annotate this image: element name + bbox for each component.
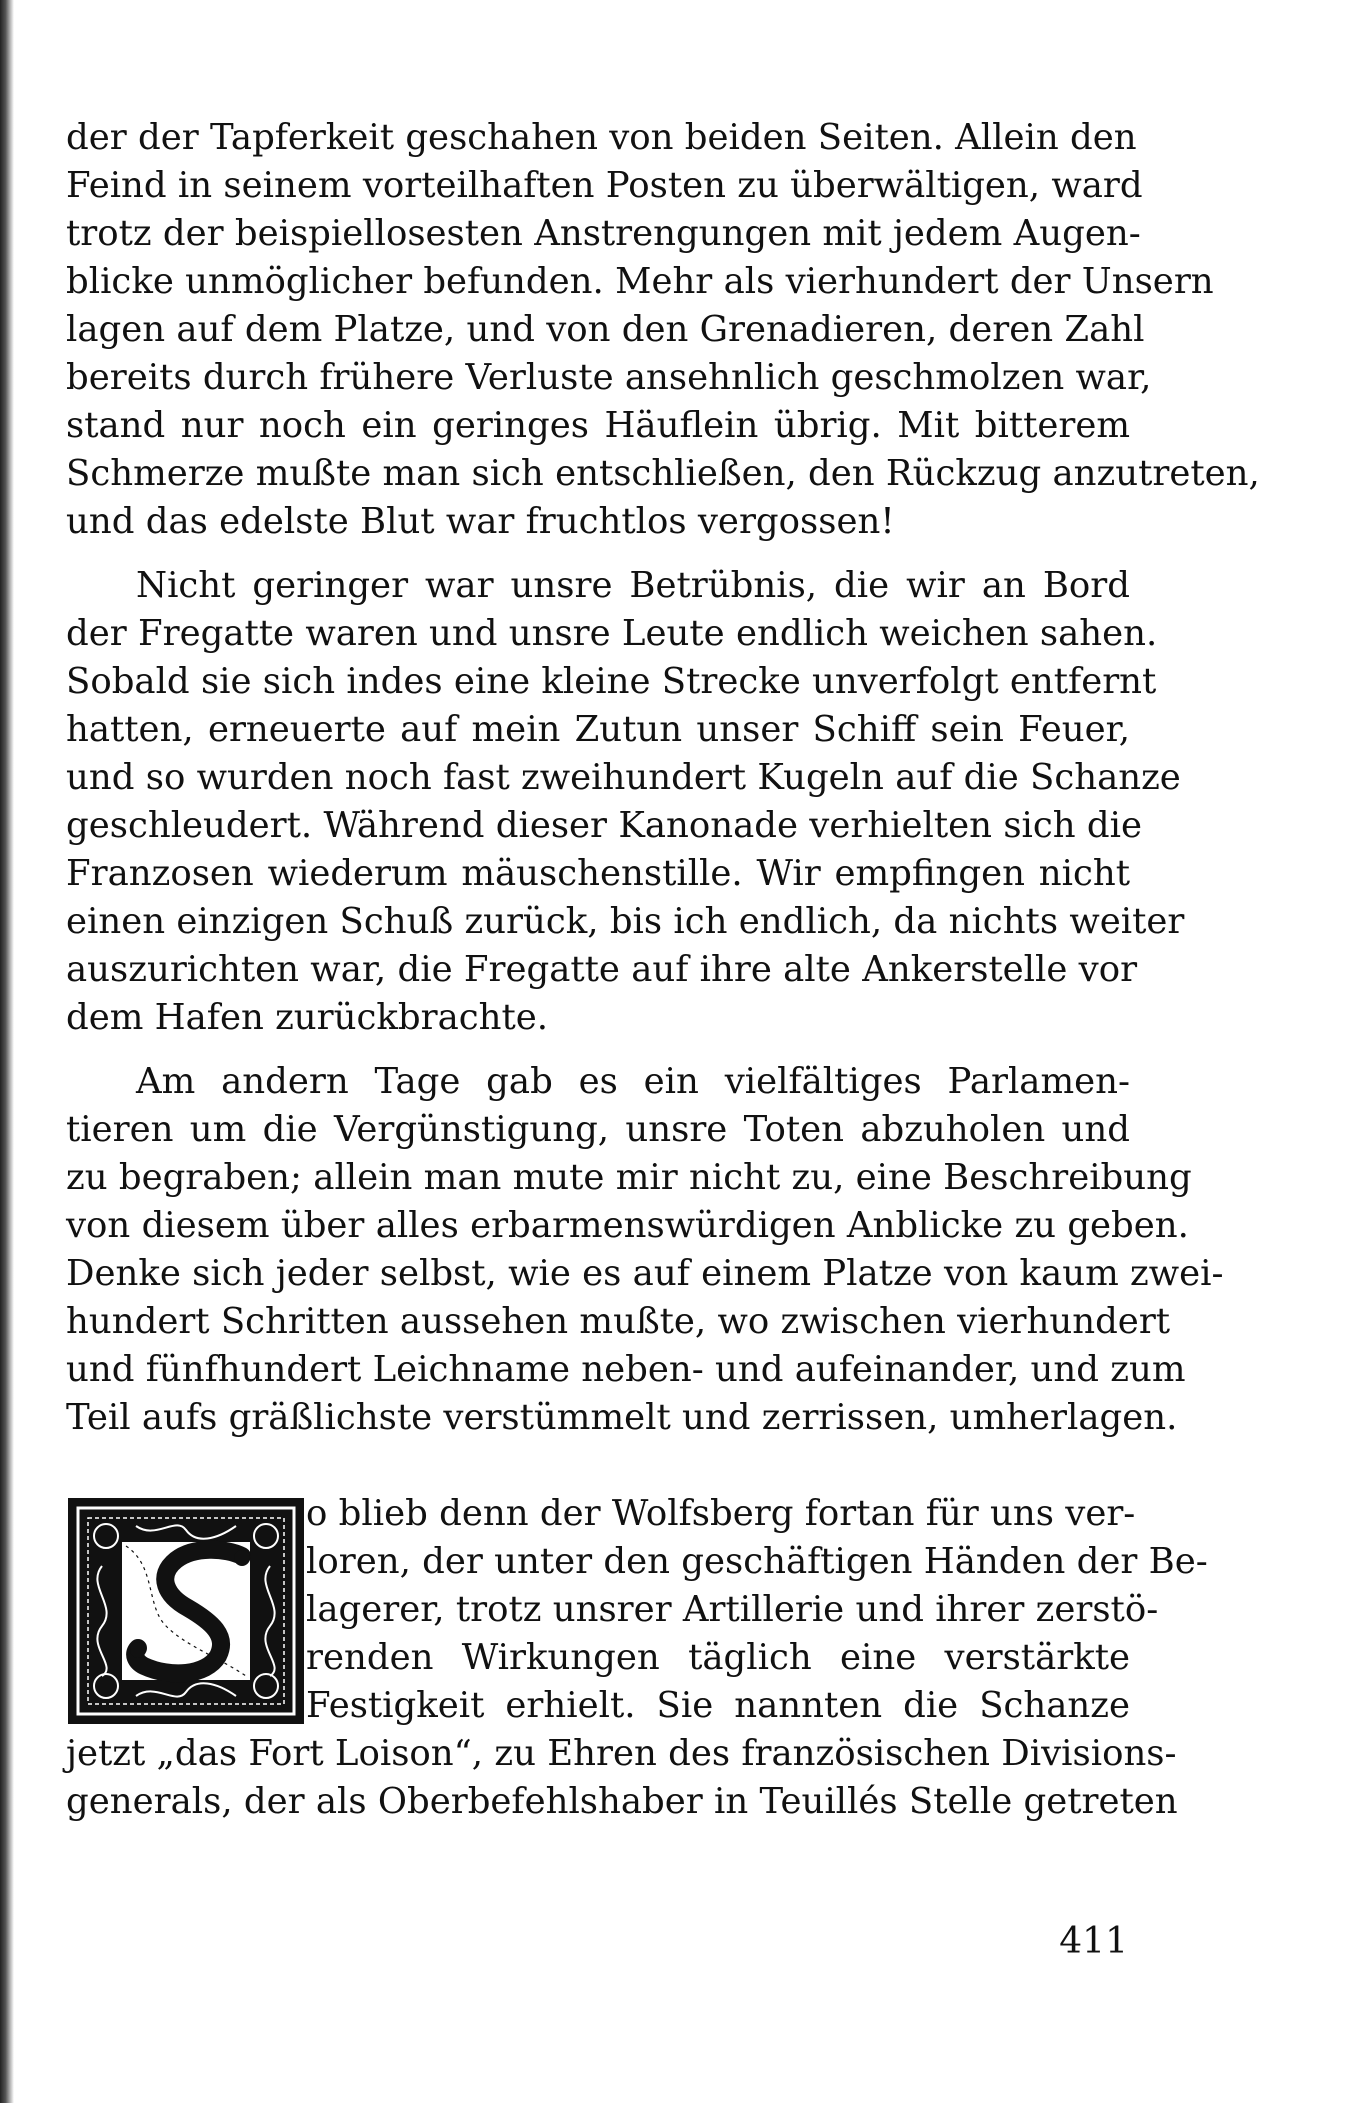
- page-body: [66, 114, 1260, 1826]
- final-section-opening: [66, 1490, 1208, 1730]
- text-line: stand nur noch ein geringes Häuflein übrig. Mit bitterem: [66, 405, 1130, 446]
- paragraph-3: [66, 1058, 1224, 1442]
- text-line: Sobald sie sich indes eine kleine Strecke unverfolgt entfernt: [66, 661, 1157, 702]
- text-line: Teil aufs gräßlichste verstümmelt und zerrissen, umherlagen.: [66, 1397, 1178, 1438]
- text-line: blicke unmöglicher befunden. Mehr als vierhundert der Unsern: [66, 261, 1214, 302]
- decorated-initial-s: [66, 1496, 306, 1726]
- text-line: dem Hafen zurückbrachte.: [66, 997, 549, 1038]
- text-line: geschleudert. Während dieser Kanonade verhielten sich die: [66, 805, 1143, 846]
- text-line: loren, der unter den geschäftigen Händen der Be-: [306, 1541, 1208, 1582]
- paragraph-2-body: [66, 562, 1185, 1042]
- text-line: von diesem über alles erbarmenswürdigen Anblicke zu geben.: [66, 1205, 1189, 1246]
- text-line: o blieb denn der Wolfsberg fortan für uns ver-: [306, 1493, 1136, 1534]
- text-line: Am andern Tage gab es ein vielfältiges Parlamen-: [136, 1061, 1130, 1102]
- text-line: Schmerze mußte man sich entschließen, den Rückzug anzutreten,: [66, 453, 1260, 494]
- text-line: lagerer, trotz unsrer Artillerie und ihrer zerstö-: [306, 1589, 1159, 1630]
- text-line: renden Wirkungen täglich eine verstärkte: [306, 1637, 1130, 1678]
- text-line: tieren um die Vergünstigung, unsre Toten abzuholen und: [66, 1109, 1130, 1150]
- text-line: trotz der beispiellosesten Anstrengungen mit jedem Augen-: [66, 213, 1141, 254]
- text-line: bereits durch frühere Verluste ansehnlich geschmolzen war,: [66, 357, 1152, 398]
- text-line: Franzosen wiederum mäuschenstille. Wir empfingen nicht: [66, 853, 1130, 894]
- text-line: lagen auf dem Platze, und von den Grenadieren, deren Zahl: [66, 309, 1145, 350]
- text-line: generals, der als Oberbefehlshaber in Teuillés Stelle getreten: [66, 1781, 1178, 1822]
- text-line: Denke sich jeder selbst, wie es auf einem Platze von kaum zwei-: [66, 1253, 1224, 1294]
- text-line: der der Tapferkeit geschahen von beiden Seiten. Allein den: [66, 117, 1137, 158]
- text-line: hatten, erneuerte auf mein Zutun unser Schiff sein Feuer,: [66, 709, 1130, 750]
- page-number: 411: [1059, 1921, 1128, 1962]
- paragraph-1: [66, 114, 1260, 546]
- ornament-frame-icon: [66, 1496, 306, 1726]
- book-binding-edge: [0, 0, 14, 2103]
- text-line: und so wurden noch fast zweihundert Kugeln auf die Schanze: [66, 757, 1181, 798]
- text-line: hundert Schritten aussehen mußte, wo zwischen vierhundert: [66, 1301, 1171, 1342]
- final-section-body: [66, 1730, 1178, 1826]
- initial-lines: [306, 1490, 1208, 1730]
- text-line: auszurichten war, die Fregatte auf ihre alte Ankerstelle vor: [66, 949, 1138, 990]
- text-line: einen einzigen Schuß zurück, bis ich endlich, da nichts weiter: [66, 901, 1185, 942]
- text-line: Nicht geringer war unsre Betrübnis, die wir an Bord: [136, 565, 1130, 606]
- text-line: Feind in seinem vorteilhaften Posten zu überwältigen, ward: [66, 165, 1143, 206]
- text-line: und fünfhundert Leichname neben- und aufeinander, und zum: [66, 1349, 1186, 1390]
- text-line: der Fregatte waren und unsre Leute endlich weichen sahen.: [66, 613, 1158, 654]
- text-line: und das edelste Blut war fruchtlos vergossen!: [66, 501, 895, 542]
- text-line: jetzt „das Fort Loison“, zu Ehren des französischen Divisions-: [66, 1733, 1177, 1774]
- text-line: zu begraben; allein man mute mir nicht zu, eine Beschreibung: [66, 1157, 1192, 1198]
- text-line: Festigkeit erhielt. Sie nannten die Schanze: [306, 1685, 1130, 1726]
